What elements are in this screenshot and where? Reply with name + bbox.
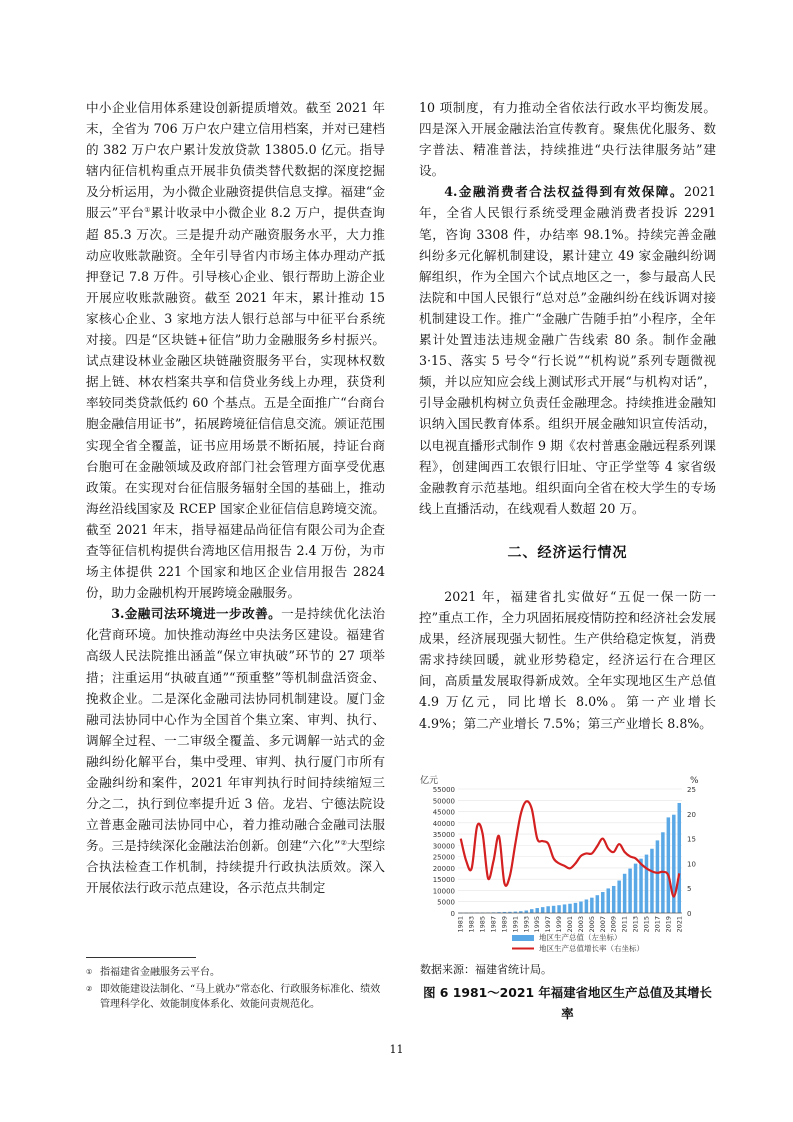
left-tick-label: 35000 (432, 831, 455, 840)
gdp-bar (650, 849, 653, 913)
x-tick-label: 2007 (598, 916, 607, 933)
gdp-bar (596, 895, 599, 913)
right-tick-label: 15 (687, 835, 696, 844)
footnote-divider (86, 957, 196, 958)
paragraph-economy: 2021 年，福建省扎实做好“五促一保一防一控”重点工作，全力巩固拓展疫情防控和经济社会发展成果，经济展现强大韧性。生产供给稳定恢复，消费需求持续回暖，就业形势稳定，经济运行在合理区间，高质量发展取得新成效。全年实现地区生产总值 4.9 万亿元，同比增长 8.0%。第一产业增长 4.9%；第二产业增长 7.5%；第三产业增长 8.8%。 (419, 588, 716, 731)
left-axis-unit: 亿元 (420, 776, 439, 786)
page-number: 11 (389, 1043, 404, 1056)
x-tick-label: 1983 (467, 916, 476, 933)
x-tick-label: 2013 (631, 916, 640, 933)
gdp-bar (546, 906, 549, 913)
x-tick-label: 1997 (544, 916, 553, 933)
gdp-bar (628, 869, 631, 913)
footnote-ref-2: ② (340, 839, 347, 848)
gdp-bar (601, 892, 604, 913)
gdp-bar (672, 815, 675, 913)
gdp-bar (574, 903, 577, 913)
x-tick-label: 1991 (511, 916, 520, 933)
footnote-1: ① 指福建省金融服务云平台。 (86, 967, 220, 978)
gdp-bar (612, 886, 615, 913)
gdp-bar (667, 817, 670, 913)
left-tick-label: 10000 (432, 887, 455, 896)
gdp-bar (568, 904, 571, 913)
gdp-bar (590, 898, 593, 913)
x-tick-label: 1999 (555, 916, 564, 933)
gdp-bar (525, 911, 528, 913)
left-column (86, 97, 385, 899)
x-tick-label: 2009 (609, 916, 618, 933)
gdp-chart (420, 773, 716, 963)
gdp-bar (563, 904, 566, 913)
x-tick-label: 2005 (587, 916, 596, 933)
left-tick-label: 25000 (432, 853, 455, 862)
gdp-bar (634, 864, 637, 913)
gdp-bar (552, 906, 555, 913)
legend-swatch-gdp (512, 935, 534, 941)
figure-caption: 图 6 1981～2021 年福建省地区生产总值及其增长率 (423, 985, 712, 1021)
footnote-ref-1: ① (144, 206, 151, 215)
x-tick-label: 2003 (576, 916, 585, 933)
gdp-bar (585, 899, 588, 913)
left-tick-label: 40000 (432, 819, 455, 828)
right-tick-label: 5 (687, 885, 692, 894)
right-tick-label: 25 (687, 786, 696, 794)
x-tick-label: 1993 (522, 916, 531, 933)
right-axis-unit: % (690, 776, 699, 786)
gdp-bar (617, 881, 620, 913)
left-tick-label: 20000 (432, 864, 455, 873)
right-column (419, 97, 716, 734)
gdp-chart-svg (420, 773, 716, 963)
left-tick-label: 5000 (437, 898, 455, 907)
gdp-bar (579, 902, 582, 913)
section-title-economy: 二、经济运行情况 (507, 544, 628, 561)
left-tick-label: 0 (450, 910, 455, 918)
x-tick-label: 1981 (456, 916, 465, 933)
gdp-bar (639, 859, 642, 913)
gdp-bar (541, 907, 544, 913)
heading-consumer: 4.金融消费者合法权益得到有效保障。 (444, 184, 684, 200)
right-tick-label: 10 (687, 860, 696, 869)
left-tick-label: 50000 (432, 797, 455, 806)
x-tick-label: 1987 (489, 916, 498, 933)
x-tick-label: 2011 (620, 916, 629, 933)
x-tick-label: 1995 (533, 916, 542, 933)
gdp-bar (623, 874, 626, 913)
x-tick-label: 1989 (500, 916, 509, 933)
right-tick-label: 0 (687, 910, 692, 918)
footnote-2: ② 即效能建设法制化、“马上就办”常态化、行政服务标准化、绩效管理科学化、效能制度体系化、效能问责规范化。 (86, 984, 381, 1010)
x-tick-label: 2019 (664, 916, 673, 933)
gdp-bar (535, 908, 538, 913)
gdp-bar (557, 905, 560, 913)
gdp-bar (678, 803, 681, 913)
x-tick-label: 2001 (566, 916, 574, 933)
legend-label-growth: 地区生产总值增长率（右坐标） (539, 944, 644, 953)
left-tick-label: 15000 (432, 876, 455, 885)
x-tick-label: 1985 (478, 916, 487, 933)
gdp-bar (530, 909, 533, 913)
left-tick-label: 55000 (432, 786, 455, 794)
gdp-bar (606, 888, 609, 913)
left-tick-label: 45000 (432, 808, 455, 817)
footnotes (86, 965, 386, 1014)
heading-judicial: 3.金融司法环境进一步改善。 (111, 606, 282, 622)
chart-source: 数据来源：福建省统计局。 (420, 963, 552, 976)
legend-label-gdp: 地区生产总值（左坐标） (539, 933, 622, 942)
paragraph-credit-system: 中小企业信用体系建设创新提质增效。截至 2021 年末，全省为 706 万户农户建立信用档案，并对已建档的 382 万户农户累计发放贷款 13805.0 亿元。指导辖内征信机构重点开展非负债类替代数据的深度挖掘及分析运用，为小微企业融资提供信息支撑。福建“金服云”平台①累计收录中小微企业 8.2 万户，提供查询超 85.3 万次。三是提升动产融资服务水平，大力推动应收账款融资。全年引导省内市场主体办理动产抵押登记 7.8 万件。引导核心企业、银行帮助上游企业开展应收账款融资。截至 2021 年末，累计推动 15 家核心企业、3 家地方法人银行总部与中征平台系统对接。四是“区块链+征信”助力金融服务乡村振兴。试点建设林业金融区块链融资服务平台，实现林权数据上链、林农档案共享和信贷业务线上办理，获贷利率较同类贷款低约 60 个基点。五是全面推广“台商台胞金融信用证书”，拓展跨境征信信息交流。颁证范围实现全省全覆盖，证书应用场景不断拓展，持证台商台胞可在金融领域及政府部门社会管理方面享受优惠政策。在实现对台征信服务辐射全国的基础上，推动海丝沿线国家及 RCEP 国家企业征信信息跨境交流。截至 2021 年末，指导福建品尚征信有限公司为企查查等征信机构提供台湾地区信用报告 2.4 万份，为市场主体提供 221 个国家和地区企业信用报告 2824 份，助力金融机构开展跨境金融服务。 (86, 100, 385, 601)
right-tick-label: 20 (687, 810, 696, 819)
paragraph-legal-education: 10 项制度，有力推动全省依法行政水平均衡发展。四是深入开展金融法治宣传教育。聚焦优化服务、数字普法、精准普法，持续推进“央行法律服务站”建设。 (419, 100, 716, 179)
paragraph-judicial-environment: 3.金融司法环境进一步改善。一是持续优化法治化营商环境。加快推动海丝中央法务区建设。福建省高级人民法院推出涵盖“保立审执破”环节的 27 项举措；注重运用“执破直通”“预重整”等机制盘活资金、挽救企业。二是深化金融司法协同机制建设。厦门金融司法协同中心作为全国首个集立案、审判、执行、调解全过程、一二审级全覆盖、多元调解一站式的金融纠纷化解平台，集中受理、审判、执行厦门市所有金融纠纷和案件，2021 年审判执行时间持续缩短三分之二，执行到位率提升近 3 倍。龙岩、宁德法院设立普惠金融司法协同中心，着力推动融合金融司法服务。三是持续深化金融法治创新。创建“六化”②大型综合执法检查工作机制，持续提升行政执法质效。深入开展依法行政示范点建设，各示范点共制定 (86, 606, 385, 896)
x-tick-label: 2015 (642, 916, 651, 933)
x-tick-label: 2021 (675, 916, 684, 933)
left-tick-label: 30000 (432, 842, 455, 851)
paragraph-consumer-rights: 4.金融消费者合法权益得到有效保障。2021 年，全省人民银行系统受理金融消费者投诉 2291 笔，咨询 3308 件，办结率 98.1%。持续完善金融纠纷多元化解机制建设，累计建立 49 家金融纠纷调解组织，作为全国六个试点地区之一，参与最高人民法院和中国人民银行“总对总”金融纠纷在线诉调对接机制建设工作。推广“金融广告随手拍”小程序，全年累计处置违法违规金融广告线索 80 条。制作金融 3·15、落实 5 号令“行长说”“机构说”系列专题微视频，并以应知应会线上测试形式开展“与机构对话”，引导金融机构树立负责任金融理念。持续推进金融知识纳入国民教育体系。组织开展金融知识宣传活动，以电视直播形式制作 9 期《农村普惠金融远程系列课程》，创建闽西工农银行旧址、守正学堂等 4 家省级金融教育示范基地。组织面向全省在校大学生的专场线上直播活动，在线观看人数超 20 万。 (419, 184, 716, 516)
gdp-bar (645, 855, 648, 913)
x-tick-label: 2017 (653, 916, 662, 933)
gdp-bar (656, 840, 659, 913)
